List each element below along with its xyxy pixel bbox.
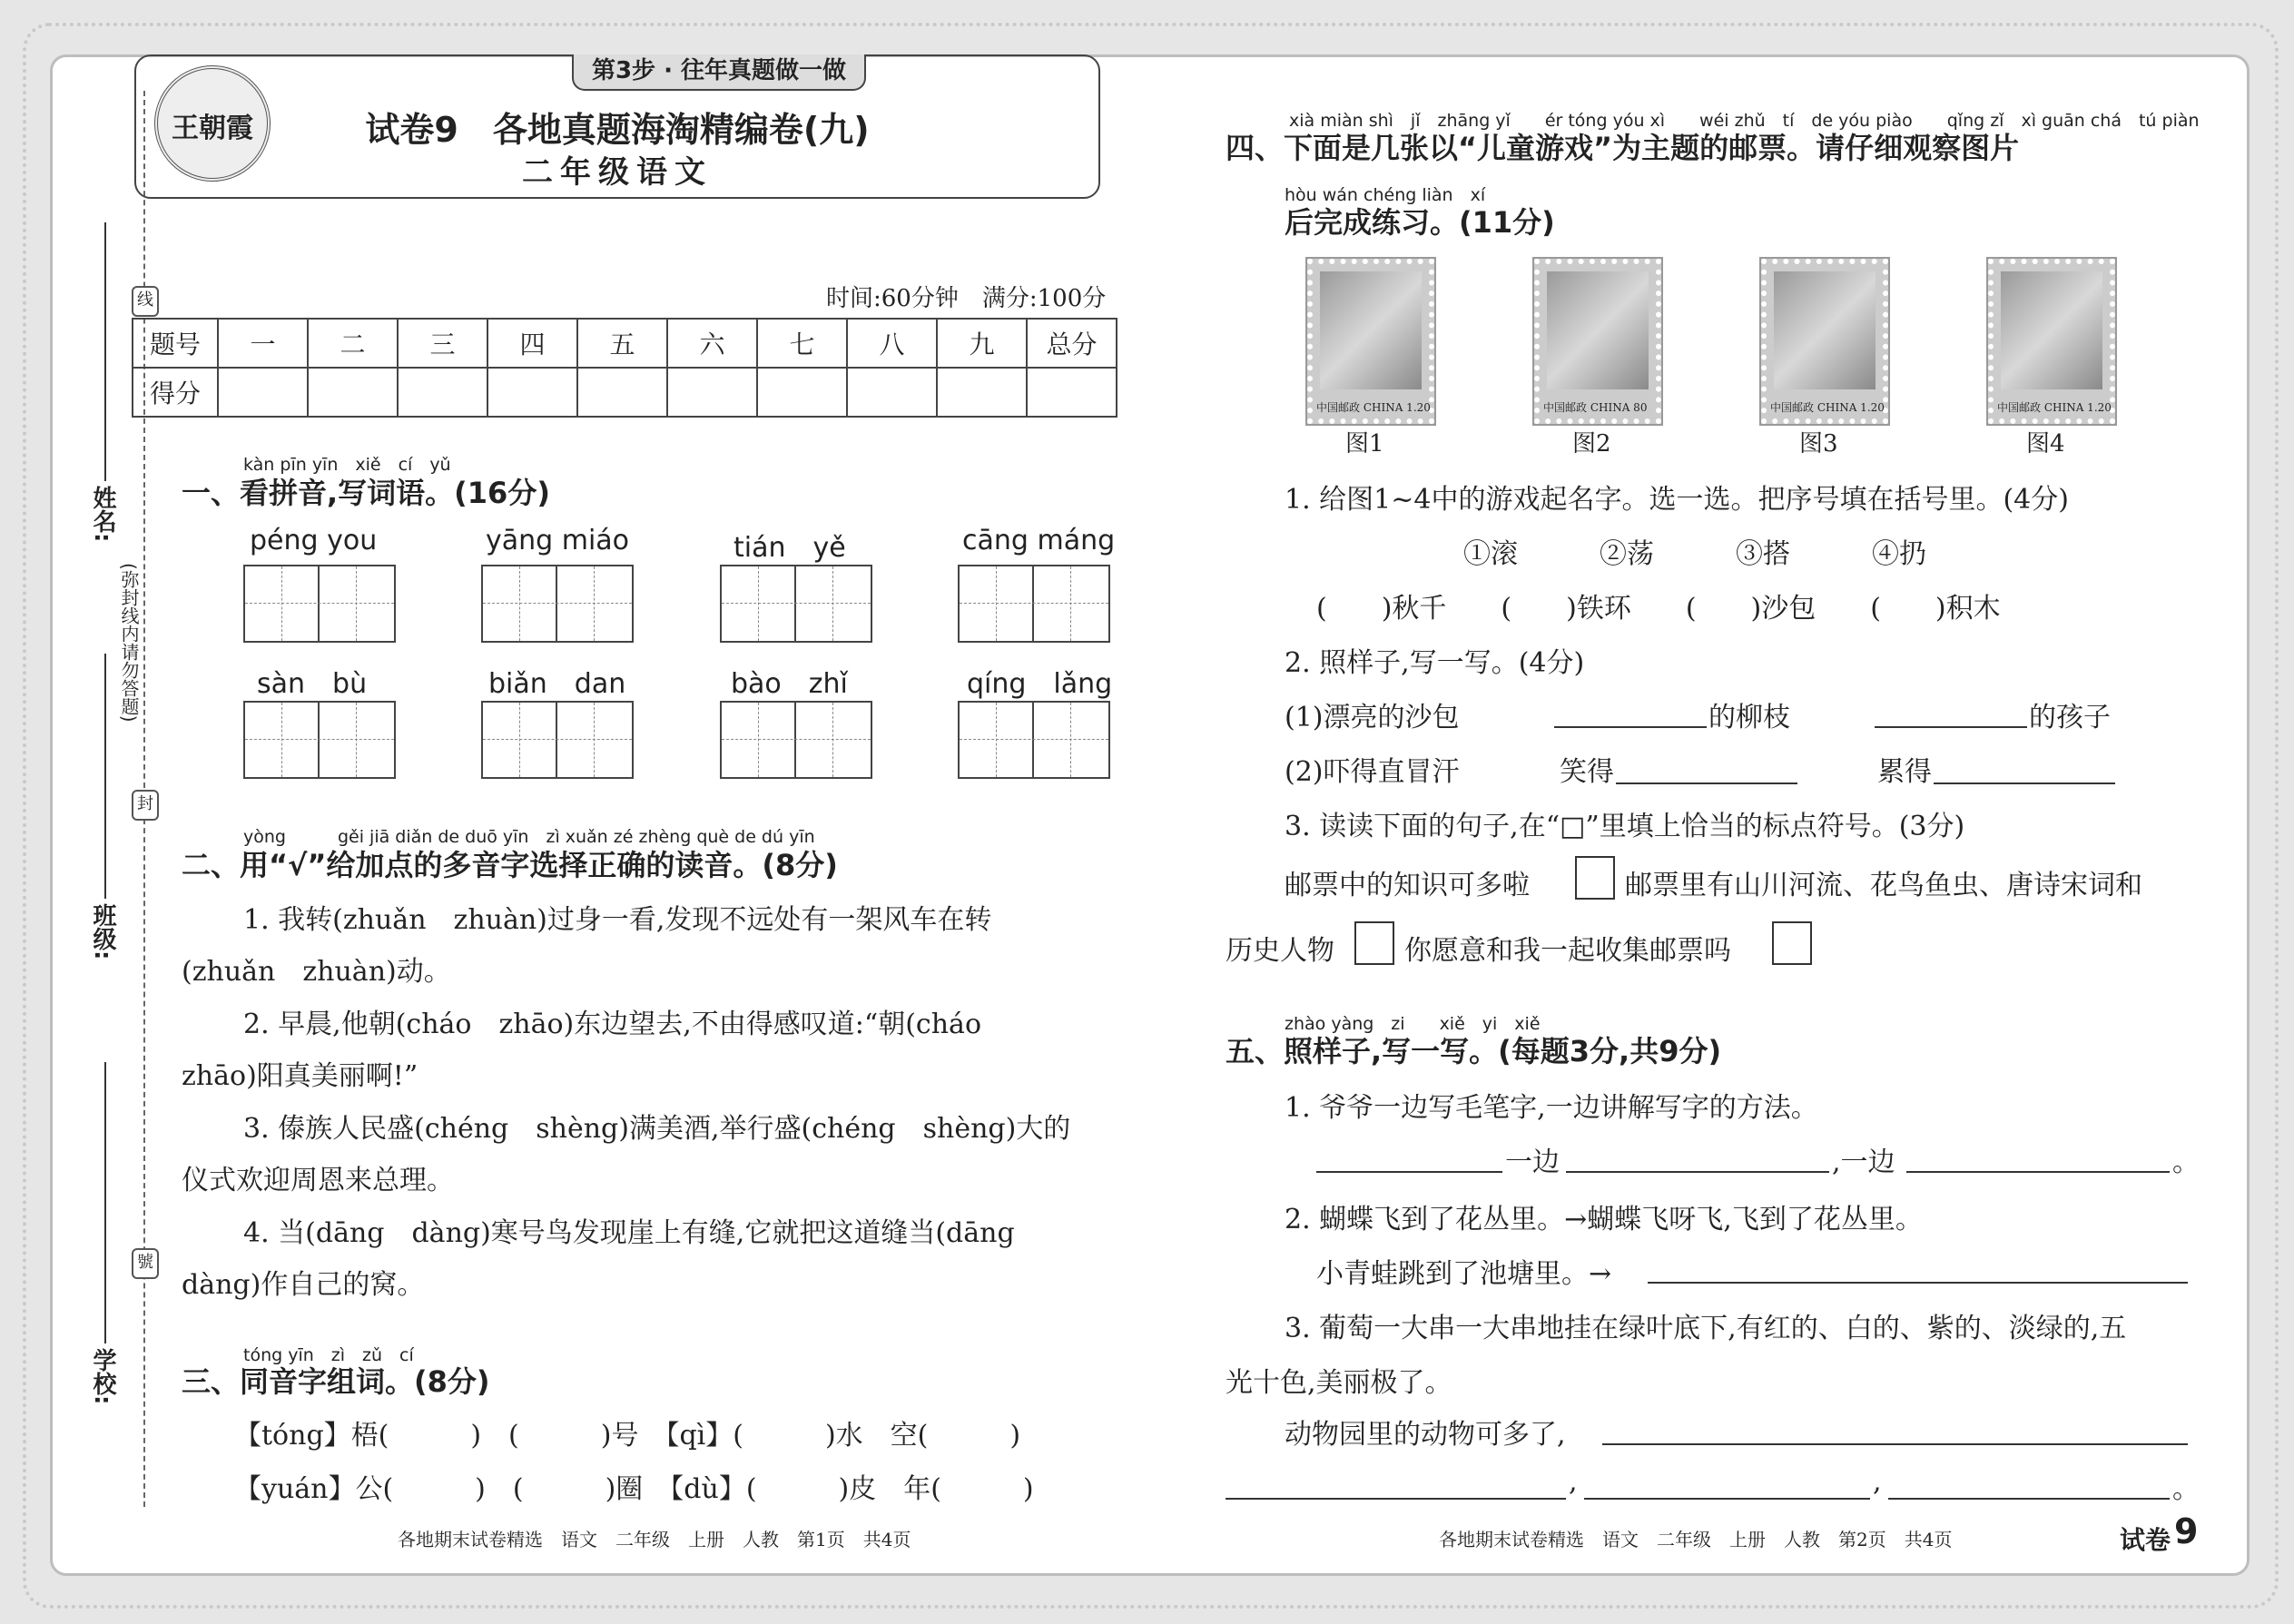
score-row-label: 得分 xyxy=(133,368,218,417)
seal-note: (弥封线内请勿答题) xyxy=(118,563,140,723)
s5-q1-mid: ,一边 xyxy=(1832,1147,1895,1178)
stamp-image xyxy=(1307,259,1434,424)
section5-title-pinyin: zhào yàng zi xiě yi xiě xyxy=(1285,1014,1541,1034)
stamp-label: 中国邮政 CHINA 80 xyxy=(1543,401,1648,414)
s5-q3: 3. 葡萄一大串一大串地挂在绿叶底下,有红的、白的、紫的、淡绿的,五 xyxy=(1285,1313,2127,1344)
footer-tag: 试卷 xyxy=(2120,1525,2171,1555)
writing-grid[interactable] xyxy=(243,565,396,643)
seal-tag-id: 號 xyxy=(132,1248,159,1279)
score-cell[interactable] xyxy=(1027,368,1117,417)
time-info: 时间:60分钟 满分:100分 xyxy=(826,285,1107,312)
s4-q3-text: 邮票中的知识可多啦 xyxy=(1285,870,1530,901)
score-cell[interactable] xyxy=(667,368,757,417)
answer-line[interactable] xyxy=(1566,1171,1829,1173)
exam-title: 试卷9 各地真题海淘精编卷(九) xyxy=(365,110,870,150)
name-field[interactable] xyxy=(104,222,106,481)
writing-grid[interactable] xyxy=(243,701,396,779)
s5-q3-comma: , xyxy=(1873,1466,1882,1498)
score-header-cell: 一 xyxy=(218,319,308,368)
stamp-caption: 图2 xyxy=(1572,430,1611,458)
stamp-label: 中国邮政 CHINA 1.20 xyxy=(1770,401,1885,414)
score-header-cell: 三 xyxy=(398,319,487,368)
score-header-cell: 八 xyxy=(847,319,937,368)
logo-text: 王朝霞 xyxy=(172,113,253,144)
section2-line: (zhuǎn zhuàn)动。 xyxy=(182,956,451,988)
s4-q2-example1: (1)漂亮的沙包 xyxy=(1285,702,1460,733)
answer-line[interactable] xyxy=(1888,1498,2170,1500)
s4-q3-text: 历史人物 xyxy=(1226,935,1334,967)
answer-line[interactable] xyxy=(1906,1171,2170,1173)
writing-grid[interactable] xyxy=(958,565,1110,643)
writing-grid[interactable] xyxy=(720,701,872,779)
s5-q1-mid: 一边 xyxy=(1505,1147,1560,1178)
section3-row: 【tóng】梧( ) ( )号 【qì】( )水 空( ) xyxy=(234,1420,1021,1452)
s5-q3-cont: 光十色,美丽极了。 xyxy=(1226,1367,1452,1399)
s5-q3-prompt: 动物园里的动物可多了, xyxy=(1285,1419,1566,1451)
score-header-cell: 九 xyxy=(937,319,1027,368)
s4-q3-text: 你愿意和我一起收集邮票吗 xyxy=(1404,935,1731,967)
word-pinyin: tián yě xyxy=(733,532,846,564)
section3-title: 三、同音字组词。(8分) xyxy=(182,1364,490,1399)
seal-tag-seal: 封 xyxy=(132,790,159,821)
s4-q2: 2. 照样子,写一写。(4分) xyxy=(1285,647,1585,679)
s4-q1-blanks[interactable]: ( )秋千 ( )铁环 ( )沙包 ( )积木 xyxy=(1316,593,2001,625)
score-input-row xyxy=(133,368,1117,417)
section4-title-pinyin: hòu wán chéng liàn xí xyxy=(1285,185,1486,205)
s4-q2-suffix: 的柳枝 xyxy=(1708,702,1790,733)
step-tab: 第3步 · 往年真题做一做 xyxy=(572,54,866,91)
score-table xyxy=(132,318,1117,418)
s5-q2-prompt: 小青蛙跳到了池塘里。→ xyxy=(1316,1258,1612,1290)
stamp-caption: 图1 xyxy=(1345,430,1384,458)
answer-line[interactable] xyxy=(1554,726,1707,728)
stamp-caption: 图3 xyxy=(1799,430,1838,458)
section2-line: dàng)作自己的窝。 xyxy=(182,1269,425,1301)
answer-line[interactable] xyxy=(1226,1498,1566,1500)
answer-line[interactable] xyxy=(1602,1443,2188,1445)
answer-line[interactable] xyxy=(1584,1498,1870,1500)
word-pinyin: yāng miáo xyxy=(486,525,630,556)
section4-title-cont: 后完成练习。(11分) xyxy=(1285,205,1555,240)
score-cell[interactable] xyxy=(757,368,847,417)
score-header-cell: 五 xyxy=(577,319,667,368)
footer-left: 各地期末试卷精选 语文 二年级 上册 人教 第1页 共4页 xyxy=(398,1529,911,1550)
s5-q3-comma: , xyxy=(1569,1466,1578,1498)
s4-q3: 3. 读读下面的句子,在“□”里填上恰当的标点符号。(3分) xyxy=(1285,811,1965,842)
footer-tag-number: 9 xyxy=(2174,1511,2199,1551)
score-header-cell: 总分 xyxy=(1027,319,1117,368)
s4-q2-suffix: 的孩子 xyxy=(2029,702,2111,733)
writing-grid[interactable] xyxy=(481,565,634,643)
school-field[interactable] xyxy=(104,1062,106,1343)
s4-q2-prefix: 笑得 xyxy=(1560,756,1614,788)
section2-line: 仪式欢迎周恩来总理。 xyxy=(182,1165,454,1196)
writing-grid[interactable] xyxy=(481,701,634,779)
word-pinyin: cāng máng xyxy=(962,525,1116,556)
section4-title-pinyin: xià miàn shì jǐ zhāng yǐ ér tóng yóu xì wéi zhǔ tí de yóu piào qǐng zǐ xì guān chá tú piàn xyxy=(1289,111,2200,131)
s4-q2-prefix: 累得 xyxy=(1877,756,1932,788)
s5-q2: 2. 蝴蝶飞到了花丛里。→蝴蝶飞呀飞,飞到了花丛里。 xyxy=(1285,1204,1923,1235)
writing-grid[interactable] xyxy=(720,565,872,643)
word-pinyin: bào zhǐ xyxy=(731,668,848,700)
stamp-label: 中国邮政 CHINA 1.20 xyxy=(1997,401,2112,414)
s4-q1-options: ①滚 ②荡 ③搭 ④扔 xyxy=(1463,538,1926,570)
answer-line[interactable] xyxy=(1316,1171,1502,1173)
answer-line[interactable] xyxy=(1934,782,2115,784)
school-label: 学校: xyxy=(89,1348,116,1405)
score-cell[interactable] xyxy=(218,368,308,417)
name-label: 姓名: xyxy=(89,486,116,543)
score-header-cell: 七 xyxy=(757,319,847,368)
section2-line: 1. 我转(zhuǎn zhuàn)过身一看,发现不远处有一架风车在转 xyxy=(243,904,992,936)
s4-q1: 1. 给图1~4中的游戏起名字。选一选。把序号填在括号里。(4分) xyxy=(1285,484,2069,516)
section3-title-pinyin: tóng yīn zì zǔ cí xyxy=(243,1345,414,1365)
section1-title: 一、看拼音,写词语。(16分) xyxy=(182,476,550,510)
word-pinyin: sàn bù xyxy=(257,668,368,700)
punctuation-box[interactable] xyxy=(1772,921,1812,965)
section4-title: 四、下面是几张以“儿童游戏”为主题的邮票。请仔细观察图片 xyxy=(1226,131,2020,165)
section2-line: zhāo)阳真美丽啊!” xyxy=(182,1060,418,1092)
score-cell[interactable] xyxy=(398,368,487,417)
s4-q2-example2: (2)吓得直冒汗 xyxy=(1285,756,1460,788)
s4-q3-text: 邮票里有山川河流、花鸟鱼虫、唐诗宋词和 xyxy=(1625,870,2142,901)
score-cell[interactable] xyxy=(487,368,577,417)
s5-q1: 1. 爷爷一边写毛笔字,一边讲解写字的方法。 xyxy=(1285,1092,1818,1124)
score-cell[interactable] xyxy=(937,368,1027,417)
word-pinyin: péng you xyxy=(250,525,378,556)
section1-title-pinyin: kàn pīn yīn xiě cí yǔ xyxy=(243,455,451,475)
stamp-image xyxy=(1988,259,2115,424)
stamp-image xyxy=(1761,259,1888,424)
section2-line: 2. 早晨,他朝(cháo zhāo)东边望去,不由得感叹道:“朝(cháo xyxy=(243,1009,982,1040)
section2-line: 4. 当(dāng dàng)寒号鸟发现崖上有缝,它就把这道缝当(dāng xyxy=(243,1217,1015,1249)
s5-q3-end: 。 xyxy=(2172,1473,2200,1505)
answer-line[interactable] xyxy=(1875,726,2027,728)
score-header-cell: 题号 xyxy=(133,319,218,368)
section2-title: 二、用“√”给加点的多音字选择正确的读音。(8分) xyxy=(182,848,838,882)
class-label: 班级: xyxy=(89,903,116,960)
punctuation-box[interactable] xyxy=(1575,856,1615,900)
writing-grid[interactable] xyxy=(958,701,1110,779)
score-cell[interactable] xyxy=(847,368,937,417)
s5-q1-end: 。 xyxy=(2172,1147,2200,1178)
exam-subtitle: 二年级语文 xyxy=(522,154,713,191)
section2-line: 3. 傣族人民盛(chéng shèng)满美酒,举行盛(chéng shèng)大的 xyxy=(243,1113,1071,1145)
score-header-cell: 四 xyxy=(487,319,577,368)
score-cell[interactable] xyxy=(308,368,398,417)
word-pinyin: biǎn dan xyxy=(488,668,626,700)
answer-line[interactable] xyxy=(1648,1282,2188,1284)
section5-title: 五、照样子,写一写。(每题3分,共9分) xyxy=(1226,1034,1722,1068)
class-field[interactable] xyxy=(104,654,106,899)
score-cell[interactable] xyxy=(577,368,667,417)
score-header-row xyxy=(133,319,1117,368)
score-header-cell: 二 xyxy=(308,319,398,368)
answer-line[interactable] xyxy=(1616,782,1797,784)
footer-right: 各地期末试卷精选 语文 二年级 上册 人教 第2页 共4页 xyxy=(1439,1529,1953,1550)
word-pinyin: qíng lǎng xyxy=(967,668,1113,700)
section3-row: 【yuán】公( ) ( )圈 【dù】( )皮 年( ) xyxy=(234,1473,1034,1505)
punctuation-box[interactable] xyxy=(1354,921,1394,965)
seal-tag-line: 线 xyxy=(132,286,159,317)
stamp-image xyxy=(1534,259,1661,424)
section2-title-pinyin: yòng gěi jiā diǎn de duō yīn zì xuǎn zé zhèng què de dú yīn xyxy=(243,827,815,847)
stamp-caption: 图4 xyxy=(2026,430,2065,458)
score-header-cell: 六 xyxy=(667,319,757,368)
exam-header xyxy=(134,54,1100,199)
stamp-label: 中国邮政 CHINA 1.20 xyxy=(1316,401,1431,414)
